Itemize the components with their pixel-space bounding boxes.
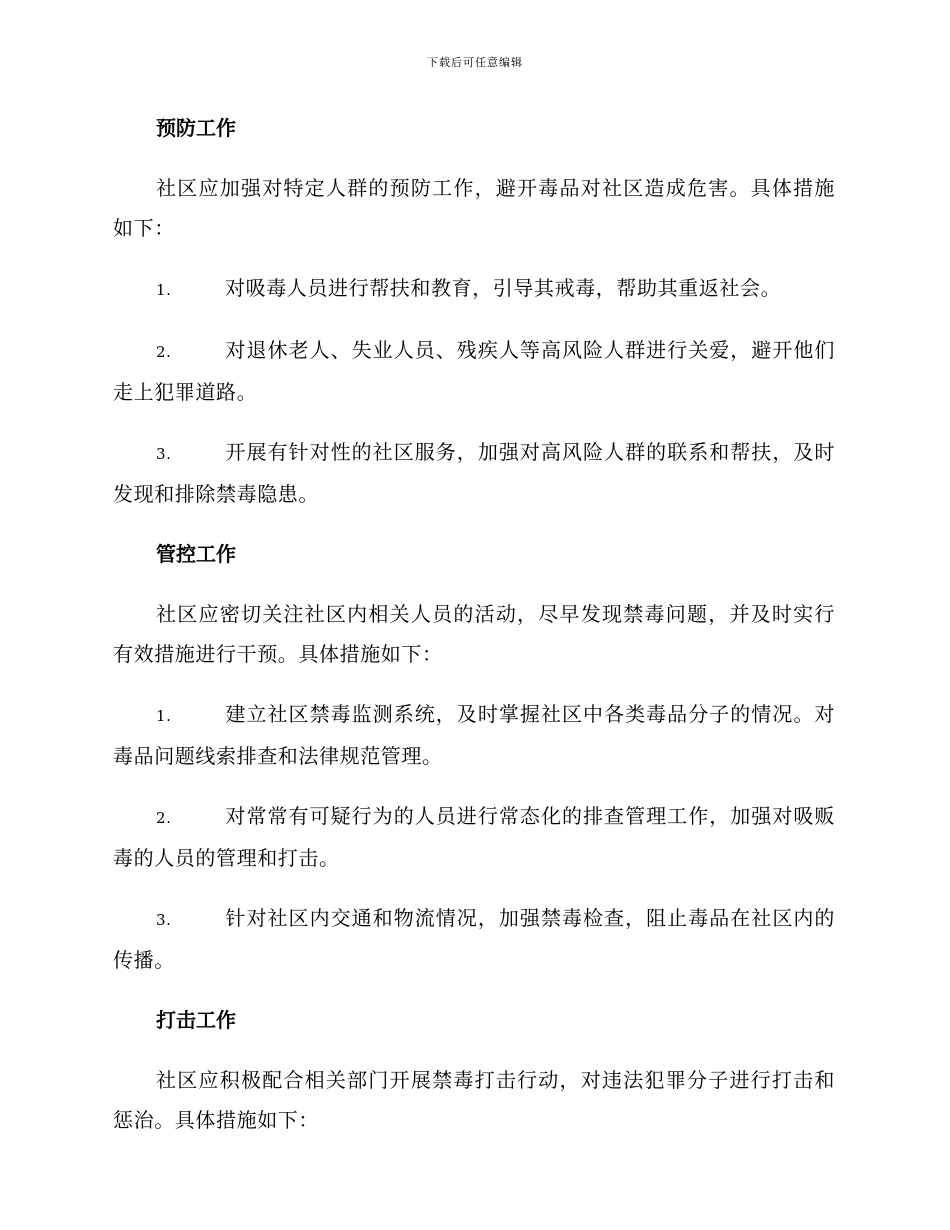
list-item-text: 开展有针对性的社区服务，加强对高风险人群的联系和帮扶，及时发现和排除禁毒隐患。 xyxy=(113,440,835,506)
header-note: 下载后可任意编辑 xyxy=(427,56,523,69)
list-item xyxy=(113,796,835,878)
list-item-number: 1. xyxy=(156,707,172,725)
section-heading: 预防工作 xyxy=(156,116,236,140)
list-item xyxy=(113,694,835,776)
section-intro: 社区应加强对特定人群的预防工作，避开毒品对社区造成危害。具体措施如下： xyxy=(113,176,835,240)
list-item-text: 建立社区禁毒监测系统，及时掌握社区中各类毒品分子的情况。对毒品问题线索排查和法律规范管理。 xyxy=(113,702,835,768)
list-item-number: 2. xyxy=(156,809,172,827)
section-intro: 社区应积极配合相关部门开展禁毒打击行动，对违法犯罪分子进行打击和惩治。具体措施如下： xyxy=(113,1068,835,1132)
section-intro: 社区应密切关注社区内相关人员的活动，尽早发现禁毒问题，并及时实行有效措施进行干预。具体措施如下： xyxy=(113,602,835,666)
list-item-number: 2. xyxy=(156,343,172,361)
list-item-text: 针对社区内交通和物流情况，加强禁毒检查，阻止毒品在社区内的传播。 xyxy=(113,906,835,972)
section-heading: 打击工作 xyxy=(156,1008,236,1032)
list-item xyxy=(113,898,835,980)
list-item-number: 3. xyxy=(156,445,172,463)
list-item-text: 对退休老人、失业人员、残疾人等高风险人群进行关爱，避开他们走上犯罪道路。 xyxy=(113,338,835,404)
section-heading: 管控工作 xyxy=(156,542,236,566)
list-item-text: 对常常有可疑行为的人员进行常态化的排查管理工作，加强对吸贩毒的人员的管理和打击。 xyxy=(113,804,835,870)
list-item-text: 对吸毒人员进行帮扶和教育，引导其戒毒，帮助其重返社会。 xyxy=(225,276,782,300)
document-body xyxy=(113,108,835,1160)
list-item xyxy=(113,268,835,310)
list-item-number: 1. xyxy=(156,281,172,299)
list-item xyxy=(113,330,835,412)
list-item xyxy=(113,432,835,514)
list-item-number: 3. xyxy=(156,911,172,929)
